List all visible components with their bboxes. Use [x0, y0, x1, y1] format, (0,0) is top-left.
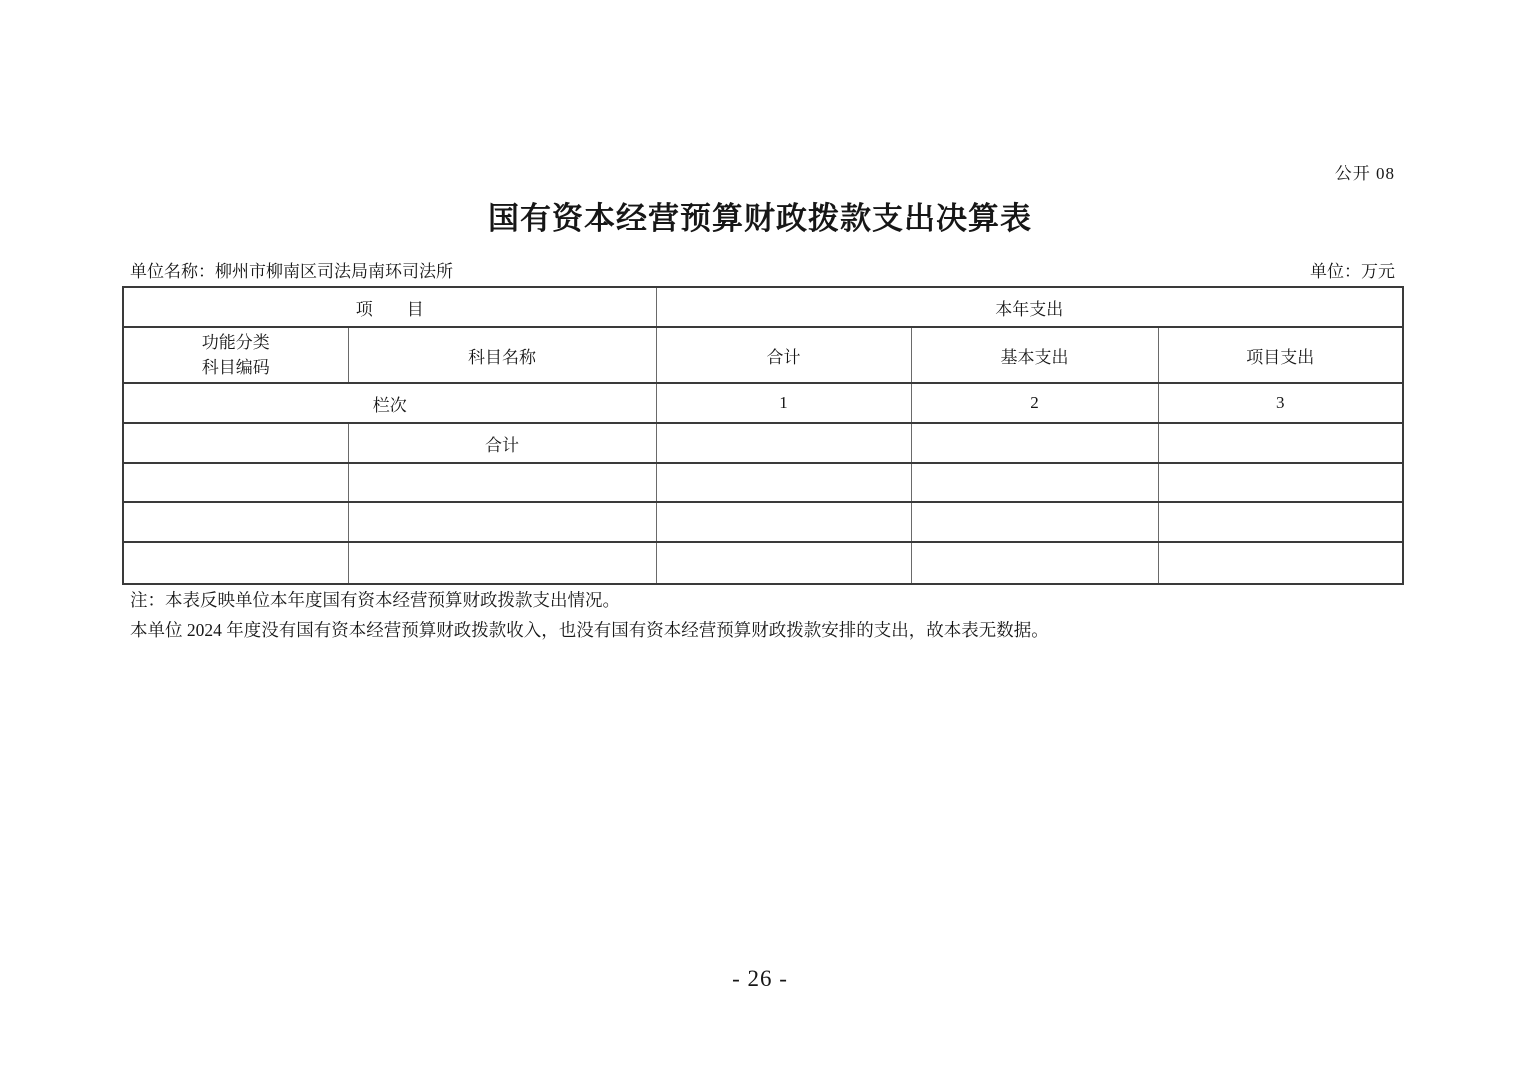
table-row: [123, 423, 1403, 463]
table-row: [123, 463, 1403, 502]
header-function-code-line1: 功能分类: [201, 333, 270, 352]
note-line-1: 注：本表反映单位本年度国有资本经营预算财政拨款支出情况。: [130, 590, 620, 610]
cell-name: [348, 542, 656, 584]
unit-name-label: 单位名称：柳州市柳南区司法局南环司法所: [130, 262, 453, 281]
cell-project: [1158, 542, 1403, 584]
cell-basic: [911, 423, 1158, 463]
header-col-no-1: 1: [656, 383, 911, 423]
header-total: 合计: [656, 327, 911, 383]
table-header-row-columns: [123, 327, 1403, 383]
doc-code-label: 公开 08: [1334, 164, 1395, 183]
note-line-2: 本单位 2024 年度没有国有资本经营预算财政拨款收入，也没有国有资本经营预算财政拨款安排的支出，故本表无数据。: [130, 619, 1049, 640]
cell-basic: [911, 542, 1158, 584]
header-lanci: 栏次: [123, 383, 656, 423]
cell-total: [656, 542, 911, 584]
page-number: - 26 -: [732, 966, 788, 991]
header-project-group: 项 目: [123, 287, 656, 327]
cell-total: [656, 463, 911, 502]
page-title: 国有资本经营预算财政拨款支出决算表: [488, 201, 1032, 236]
cell-total: [656, 502, 911, 542]
cell-name: [348, 502, 656, 542]
cell-code: [123, 423, 348, 463]
header-function-code-line2: 科目编码: [201, 358, 270, 377]
table-header-row-numbers: [123, 383, 1403, 423]
header-col-no-2: 2: [911, 383, 1158, 423]
cell-basic: [911, 502, 1158, 542]
header-subject-name: 科目名称: [348, 327, 656, 383]
cell-code: [123, 542, 348, 584]
cell-name: 合计: [348, 423, 656, 463]
cell-code: [123, 502, 348, 542]
cell-basic: [911, 463, 1158, 502]
table-row: [123, 502, 1403, 542]
cell-project: [1158, 423, 1403, 463]
unit-of-measure-label: 单位：万元: [1310, 262, 1395, 281]
notes-block: [130, 586, 1410, 645]
header-function-code: [123, 327, 348, 383]
header-project-expenditure: 项目支出: [1158, 327, 1403, 383]
cell-project: [1158, 502, 1403, 542]
table-row: [123, 542, 1403, 584]
table-header-row-groups: [123, 287, 1403, 327]
cell-project: [1158, 463, 1403, 502]
header-basic-expenditure: 基本支出: [911, 327, 1158, 383]
cell-code: [123, 463, 348, 502]
cell-name: [348, 463, 656, 502]
header-current-year-expenditure: 本年支出: [656, 287, 1403, 327]
unit-row: [130, 257, 1395, 282]
header-col-no-3: 3: [1158, 383, 1403, 423]
budget-table: [122, 286, 1404, 585]
cell-total: [656, 423, 911, 463]
